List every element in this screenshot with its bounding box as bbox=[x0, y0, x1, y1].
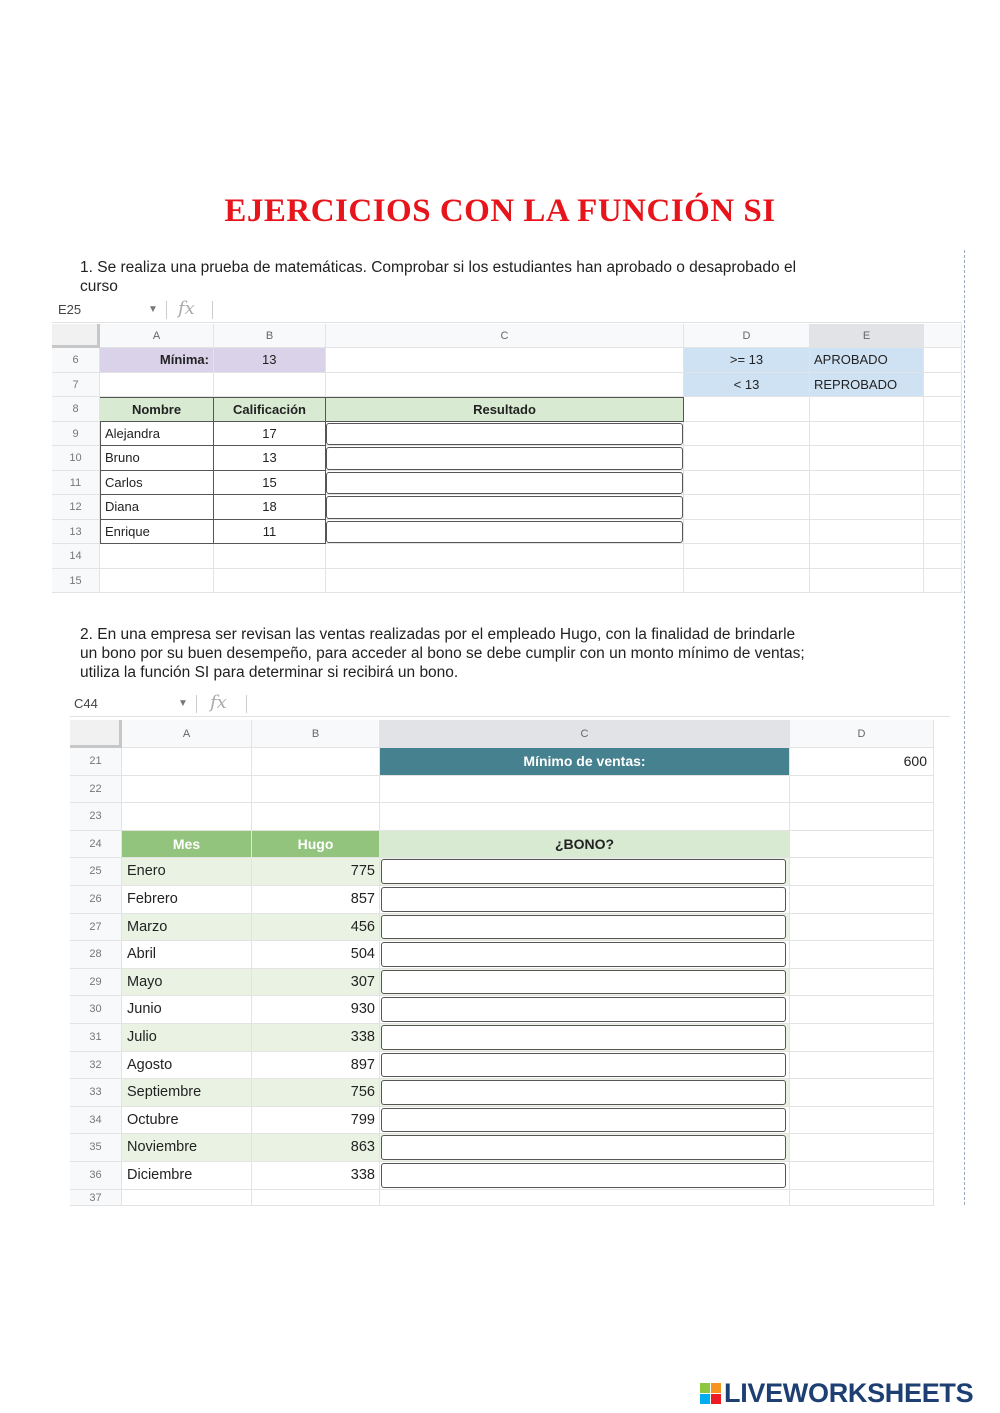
criteria-result: APROBADO bbox=[810, 348, 924, 373]
grid-cell[interactable] bbox=[326, 544, 684, 569]
bonus-answer-field[interactable] bbox=[381, 915, 786, 940]
row-number[interactable]: 37 bbox=[70, 1190, 122, 1206]
grid-cell[interactable] bbox=[214, 544, 326, 569]
logo-square bbox=[711, 1383, 721, 1393]
month-name: Mayo bbox=[122, 969, 252, 997]
select-all-corner[interactable] bbox=[70, 720, 122, 748]
grid-cell[interactable] bbox=[924, 397, 962, 422]
grid-cell[interactable] bbox=[810, 446, 924, 471]
row-number[interactable]: 36 bbox=[70, 1162, 122, 1190]
column-header[interactable]: C bbox=[380, 720, 790, 748]
sales-value: 775 bbox=[252, 858, 380, 886]
grid-cell[interactable] bbox=[790, 776, 934, 804]
grid-cell[interactable] bbox=[810, 544, 924, 569]
grid-cell[interactable] bbox=[100, 569, 214, 594]
row-number[interactable]: 23 bbox=[70, 803, 122, 831]
grid-cell[interactable] bbox=[924, 569, 962, 594]
sales-value: 338 bbox=[252, 1162, 380, 1190]
column-header-extra bbox=[924, 324, 962, 348]
grid-cell[interactable] bbox=[790, 1134, 934, 1162]
result-answer-field[interactable] bbox=[326, 423, 683, 446]
minimum-value[interactable]: 13 bbox=[214, 348, 326, 373]
grid-cell[interactable] bbox=[810, 397, 924, 422]
grid-cell[interactable] bbox=[122, 748, 252, 776]
criteria-condition: >= 13 bbox=[684, 348, 810, 373]
column-header[interactable]: B bbox=[252, 720, 380, 748]
logo-square bbox=[700, 1394, 710, 1404]
month-name: Marzo bbox=[122, 914, 252, 942]
bonus-answer-field[interactable] bbox=[381, 1135, 786, 1160]
grid-cell[interactable] bbox=[380, 1190, 790, 1206]
row-number[interactable]: 34 bbox=[70, 1107, 122, 1135]
sales-value: 456 bbox=[252, 914, 380, 942]
month-name: Enero bbox=[122, 858, 252, 886]
bonus-answer-field[interactable] bbox=[381, 1108, 786, 1133]
grid-cell[interactable] bbox=[924, 520, 962, 545]
logo-square bbox=[700, 1383, 710, 1393]
liveworksheets-logo bbox=[700, 1378, 973, 1408]
bonus-answer-field[interactable] bbox=[381, 1080, 786, 1105]
table-header: Calificación bbox=[214, 397, 326, 422]
row-number[interactable]: 22 bbox=[70, 776, 122, 804]
grid-cell[interactable] bbox=[790, 969, 934, 997]
logo-square bbox=[711, 1394, 721, 1404]
row-number[interactable]: 13 bbox=[52, 520, 100, 545]
grid-cell[interactable] bbox=[326, 348, 684, 373]
column-header[interactable]: B bbox=[214, 324, 326, 348]
sales-value: 799 bbox=[252, 1107, 380, 1135]
row-number[interactable]: 35 bbox=[70, 1134, 122, 1162]
student-name: Enrique bbox=[100, 520, 214, 545]
grid-cell[interactable] bbox=[684, 520, 810, 545]
exercise2-prompt-line: un bono por su buen desempeño, para acceder al bono se debe cumplir con un monto mínimo de ventas; bbox=[80, 645, 805, 662]
bonus-answer-field[interactable] bbox=[381, 859, 786, 884]
table-header: Mes bbox=[122, 831, 252, 859]
row-number[interactable]: 10 bbox=[52, 446, 100, 471]
grid-cell[interactable] bbox=[810, 422, 924, 447]
table-header: Resultado bbox=[326, 397, 684, 422]
grid-cell[interactable] bbox=[252, 776, 380, 804]
month-name: Diciembre bbox=[122, 1162, 252, 1190]
grid-cell[interactable] bbox=[790, 1107, 934, 1135]
row-number[interactable]: 11 bbox=[52, 471, 100, 496]
sales-value: 897 bbox=[252, 1052, 380, 1080]
row-number[interactable]: 12 bbox=[52, 495, 100, 520]
grid-cell[interactable] bbox=[684, 471, 810, 496]
result-answer-field[interactable] bbox=[326, 447, 683, 470]
sales-value: 857 bbox=[252, 886, 380, 914]
student-grade: 11 bbox=[214, 520, 326, 545]
grid-cell[interactable] bbox=[122, 776, 252, 804]
table-header: Nombre bbox=[100, 397, 214, 422]
grid-cell[interactable] bbox=[810, 520, 924, 545]
grid-cell[interactable] bbox=[790, 858, 934, 886]
grid-cell[interactable] bbox=[810, 569, 924, 594]
grid-cell[interactable] bbox=[790, 941, 934, 969]
minimum-sales-label: Mínimo de ventas: bbox=[380, 748, 790, 776]
row-number[interactable]: 24 bbox=[70, 831, 122, 859]
grid-cell[interactable] bbox=[380, 776, 790, 804]
grid-cell[interactable] bbox=[924, 471, 962, 496]
row-number[interactable]: 30 bbox=[70, 996, 122, 1024]
row-number[interactable]: 31 bbox=[70, 1024, 122, 1052]
grid-cell[interactable] bbox=[684, 446, 810, 471]
criteria-result: REPROBADO bbox=[810, 373, 924, 398]
result-answer-field[interactable] bbox=[326, 472, 683, 495]
fx-icon: fx bbox=[178, 298, 195, 319]
row-number[interactable]: 15 bbox=[52, 569, 100, 594]
column-header[interactable]: E bbox=[810, 324, 924, 348]
row-number[interactable]: 8 bbox=[52, 397, 100, 422]
grid-cell[interactable] bbox=[790, 1052, 934, 1080]
result-answer-field[interactable] bbox=[326, 521, 683, 544]
column-header[interactable]: C bbox=[326, 324, 684, 348]
result-answer-field[interactable] bbox=[326, 496, 683, 519]
bonus-answer-field[interactable] bbox=[381, 1025, 786, 1050]
row-number[interactable]: 14 bbox=[52, 544, 100, 569]
row-number[interactable]: 29 bbox=[70, 969, 122, 997]
bonus-answer-field[interactable] bbox=[381, 1053, 786, 1078]
grid-cell[interactable] bbox=[790, 1190, 934, 1206]
exercise2-prompt bbox=[80, 625, 805, 682]
bonus-answer-field[interactable] bbox=[381, 997, 786, 1022]
row-number[interactable]: 28 bbox=[70, 941, 122, 969]
grid-cell[interactable] bbox=[326, 569, 684, 594]
student-name: Bruno bbox=[100, 446, 214, 471]
grid-cell[interactable] bbox=[100, 544, 214, 569]
grid-cell[interactable] bbox=[684, 495, 810, 520]
grid-cell[interactable] bbox=[100, 373, 214, 398]
student-name: Carlos bbox=[100, 471, 214, 496]
cell-reference[interactable]: C44 bbox=[74, 696, 98, 711]
bonus-answer-field[interactable] bbox=[381, 970, 786, 995]
student-name: Diana bbox=[100, 495, 214, 520]
grid-cell[interactable] bbox=[924, 348, 962, 373]
exercise1-prompt bbox=[80, 258, 796, 296]
grid-cell[interactable] bbox=[380, 803, 790, 831]
column-header[interactable]: D bbox=[790, 720, 934, 748]
chevron-down-icon[interactable]: ▼ bbox=[148, 304, 158, 315]
sales-value: 307 bbox=[252, 969, 380, 997]
grid-cell[interactable] bbox=[790, 996, 934, 1024]
cell-reference[interactable]: E25 bbox=[58, 302, 82, 317]
chevron-down-icon[interactable]: ▼ bbox=[178, 698, 188, 709]
grid-cell[interactable] bbox=[790, 1024, 934, 1052]
spreadsheet-1 bbox=[52, 298, 962, 590]
exercise1-prompt-line: curso bbox=[80, 278, 118, 295]
student-name: Alejandra bbox=[100, 422, 214, 447]
row-number[interactable]: 9 bbox=[52, 422, 100, 447]
sales-value: 756 bbox=[252, 1079, 380, 1107]
grid-cell[interactable] bbox=[326, 373, 684, 398]
grid-cell[interactable] bbox=[790, 1162, 934, 1190]
student-grade: 17 bbox=[214, 422, 326, 447]
month-name: Noviembre bbox=[122, 1134, 252, 1162]
table-header: Hugo bbox=[252, 831, 380, 859]
grid-cell[interactable] bbox=[810, 471, 924, 496]
month-name: Abril bbox=[122, 941, 252, 969]
month-name: Octubre bbox=[122, 1107, 252, 1135]
exercise2-prompt-line: 2. En una empresa ser revisan las ventas realizadas por el empleado Hugo, con la finalidad de brindarle bbox=[80, 626, 796, 643]
column-header[interactable]: D bbox=[684, 324, 810, 348]
column-header[interactable]: A bbox=[122, 720, 252, 748]
minimum-sales-value[interactable]: 600 bbox=[790, 748, 934, 776]
grid-cell[interactable] bbox=[790, 886, 934, 914]
grid-cell[interactable] bbox=[790, 1079, 934, 1107]
month-name: Junio bbox=[122, 996, 252, 1024]
grid-cell[interactable] bbox=[684, 569, 810, 594]
spreadsheet-2 bbox=[70, 692, 950, 1205]
page-edge-divider bbox=[964, 250, 965, 1205]
row-number[interactable]: 33 bbox=[70, 1079, 122, 1107]
month-name: Julio bbox=[122, 1024, 252, 1052]
exercise2-prompt-line: utiliza la función SI para determinar si recibirá un bono. bbox=[80, 664, 459, 681]
month-name: Agosto bbox=[122, 1052, 252, 1080]
grid-cell[interactable] bbox=[252, 1190, 380, 1206]
row-number[interactable]: 7 bbox=[52, 373, 100, 398]
student-grade: 18 bbox=[214, 495, 326, 520]
grid-cell[interactable] bbox=[790, 831, 934, 859]
month-name: Septiembre bbox=[122, 1079, 252, 1107]
formula-bar bbox=[52, 298, 962, 323]
grid-cell[interactable] bbox=[122, 803, 252, 831]
grid-cell[interactable] bbox=[924, 373, 962, 398]
row-number[interactable]: 26 bbox=[70, 886, 122, 914]
sales-value: 504 bbox=[252, 941, 380, 969]
column-header[interactable]: A bbox=[100, 324, 214, 348]
student-grade: 13 bbox=[214, 446, 326, 471]
minimum-label: Mínima: bbox=[100, 348, 214, 373]
grid-cell[interactable] bbox=[790, 914, 934, 942]
grid-cell[interactable] bbox=[810, 495, 924, 520]
month-name: Febrero bbox=[122, 886, 252, 914]
logo-text: LIVEWORKSHEETS bbox=[724, 1377, 974, 1408]
row-number[interactable]: 32 bbox=[70, 1052, 122, 1080]
bonus-answer-field[interactable] bbox=[381, 887, 786, 912]
table-header: ¿BONO? bbox=[380, 831, 790, 859]
page-title: EJERCICIOS CON LA FUNCIÓN SI bbox=[224, 193, 776, 229]
grid-cell[interactable] bbox=[684, 544, 810, 569]
row-number[interactable]: 25 bbox=[70, 858, 122, 886]
sales-value: 863 bbox=[252, 1134, 380, 1162]
fx-icon: fx bbox=[210, 692, 227, 713]
grid-cell[interactable] bbox=[214, 569, 326, 594]
grid-cell[interactable] bbox=[924, 422, 962, 447]
grid-cell[interactable] bbox=[684, 397, 810, 422]
bonus-answer-field[interactable] bbox=[381, 1163, 786, 1188]
grid-cell[interactable] bbox=[252, 803, 380, 831]
grid-cell[interactable] bbox=[924, 544, 962, 569]
grid-cell[interactable] bbox=[214, 373, 326, 398]
row-number[interactable]: 21 bbox=[70, 748, 122, 776]
sales-value: 930 bbox=[252, 996, 380, 1024]
row-number[interactable]: 6 bbox=[52, 348, 100, 373]
formula-bar bbox=[70, 692, 950, 717]
student-grade: 15 bbox=[214, 471, 326, 496]
select-all-corner[interactable] bbox=[52, 324, 100, 348]
grid-cell[interactable] bbox=[122, 1190, 252, 1206]
exercise1-prompt-line: 1. Se realiza una prueba de matemáticas. Comprobar si los estudiantes han aprobado o desaprobado el bbox=[80, 259, 797, 276]
row-number[interactable]: 27 bbox=[70, 914, 122, 942]
bonus-answer-field[interactable] bbox=[381, 942, 786, 967]
grid-cell[interactable] bbox=[790, 803, 934, 831]
logo-mark-icon bbox=[700, 1383, 721, 1404]
criteria-condition: < 13 bbox=[684, 373, 810, 398]
sales-value: 338 bbox=[252, 1024, 380, 1052]
grid-cell[interactable] bbox=[924, 495, 962, 520]
grid-cell[interactable] bbox=[252, 748, 380, 776]
grid-cell[interactable] bbox=[924, 446, 962, 471]
grid-cell[interactable] bbox=[684, 422, 810, 447]
